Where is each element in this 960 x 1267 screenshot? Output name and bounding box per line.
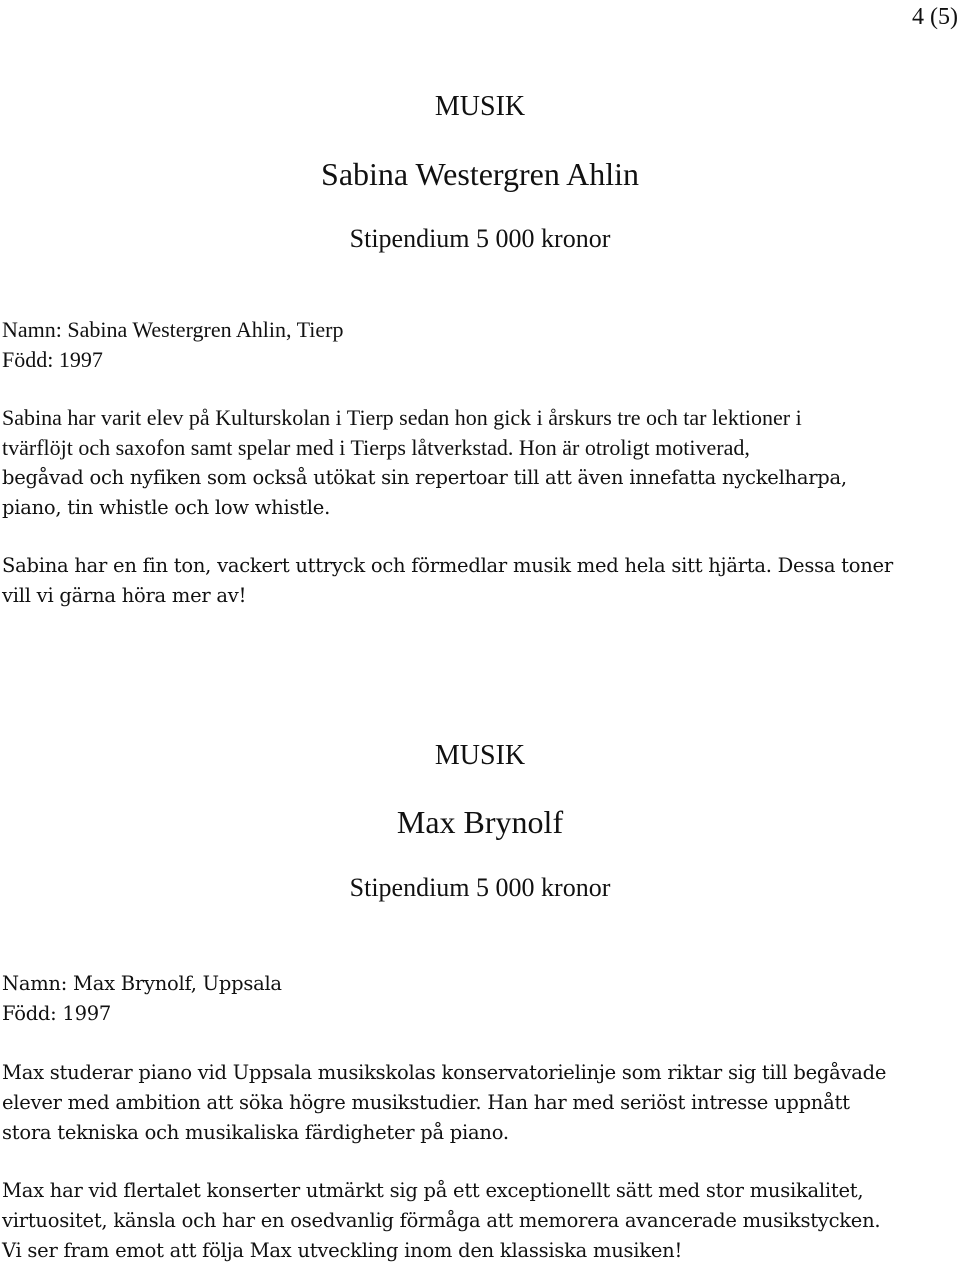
category-heading: MUSIK	[434, 740, 526, 771]
paragraph-line: Max studerar piano vid Uppsala musikskolas konservatorielinje som riktar sig till begåvade	[2, 1061, 887, 1084]
paragraph-line: virtuositet, känsla och har en osedvanlig förmåga att memorera avancerade musikstycken.	[2, 1209, 881, 1232]
paragraph-line: piano, tin whistle och low whistle.	[2, 496, 331, 519]
paragraph-line: begåvad och nyfiken som också utökat sin repertoar till att även innefatta nyckelharpa,	[2, 466, 847, 489]
paragraph-line: Max har vid flertalet konserter utmärkt sig på ett exceptionellt sätt med stor musikalitet,	[2, 1179, 864, 1202]
category-heading: MUSIK	[434, 91, 526, 122]
paragraph-line: vill vi gärna höra mer av!	[2, 584, 247, 607]
paragraph-line: elever med ambition att söka högre musikstudier. Han har med seriöst intresse uppnått	[2, 1091, 850, 1114]
paragraph-line: Sabina har en fin ton, vackert uttryck och förmedlar musik med hela sitt hjärta. Dessa toner	[2, 554, 893, 577]
recipient-name: Max Brynolf	[396, 804, 564, 840]
info-born: Född: 1997	[2, 1002, 112, 1025]
paragraph-line: tvärflöjt och saxofon samt spelar med i Tierps låtverkstad. Hon är otroligt motiverad,	[2, 435, 750, 460]
stipend-amount: Stipendium 5 000 kronor	[349, 873, 611, 902]
info-name: Namn: Max Brynolf, Uppsala	[2, 972, 282, 995]
paragraph-line: Vi ser fram emot att följa Max utveckling inom den klassiska musiken!	[2, 1239, 683, 1262]
page-number: 4 (5)	[912, 4, 958, 30]
info-name: Namn: Sabina Westergren Ahlin, Tierp	[2, 317, 344, 342]
info-born: Född: 1997	[2, 347, 103, 372]
recipient-name: Sabina Westergren Ahlin	[321, 156, 639, 192]
paragraph-line: stora tekniska och musikaliska färdigheter på piano.	[2, 1121, 509, 1144]
stipend-amount: Stipendium 5 000 kronor	[349, 224, 611, 253]
paragraph-line: Sabina har varit elev på Kulturskolan i Tierp sedan hon gick i årskurs tre och tar lektioner i	[2, 405, 802, 430]
